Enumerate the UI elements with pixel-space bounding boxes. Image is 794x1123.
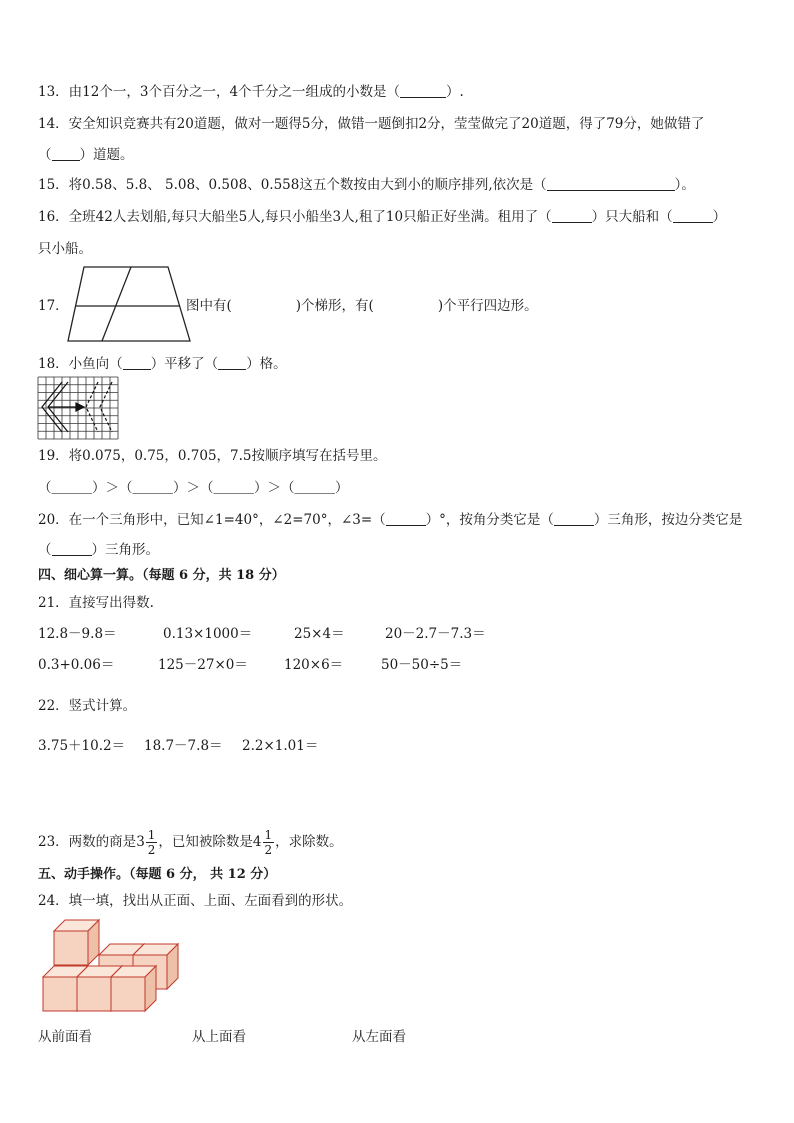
question-14-line2: （ ）道题。 <box>38 147 134 163</box>
fraction: $\frac{1}{2}$ <box>264 828 273 857</box>
fish-grid-figure <box>38 377 118 439</box>
question-19-order: （＿＿＿）＞（＿＿＿）＞（＿＿＿）＞（＿＿＿） <box>38 480 349 496</box>
calc-item: 0.13×1000＝ <box>163 626 253 642</box>
answer-blank[interactable] <box>547 177 675 191</box>
view-label-top: 从上面看 <box>192 1029 246 1045</box>
question-15: 15．将0.58、5.8、 5.08、0.508、0.558这五个数按由大到小的顺序排列,依次是（ ）。 <box>38 177 695 193</box>
question-18: 18．小鱼向（ ）平移了（ ）格。 <box>38 356 287 372</box>
calc-item: 20－2.7－7.3＝ <box>385 626 486 642</box>
calc-item: 2.2×1.01＝ <box>242 738 319 754</box>
calc-item: 0.3+0.06＝ <box>38 657 115 673</box>
answer-blank[interactable] <box>52 147 80 161</box>
trapezoid-figure <box>66 266 192 342</box>
calc-item: 50－50÷5＝ <box>381 657 463 673</box>
fish-shape <box>42 382 112 432</box>
calc-item: 25×4＝ <box>294 626 345 642</box>
question-19: 19．将0.075，0.75，0.705，7.5按顺序填写在括号里。 <box>38 448 387 464</box>
fraction: $\frac{1}{2}$ <box>147 828 156 857</box>
calc-item: 3.75＋10.2＝ <box>38 738 126 754</box>
answer-blank[interactable] <box>673 209 713 223</box>
question-17-text: 图中有( )个梯形，有( )个平行四边形。 <box>186 298 538 314</box>
cube-stack-figure <box>40 920 172 1014</box>
question-24-title: 24．填一填，找出从正面、上面、左面看到的形状。 <box>38 893 353 909</box>
cube-face <box>111 977 145 1011</box>
section-4-heading: 四、细心算一算。（每题 6 分，共 18 分） <box>38 568 285 583</box>
answer-blank[interactable] <box>386 512 426 526</box>
cube-face <box>77 977 111 1011</box>
calc-item: 18.7－7.8＝ <box>144 738 223 754</box>
calc-item: 120×6＝ <box>284 657 344 673</box>
question-20-line1: 20．在一个三角形中，已知∠1=40°，∠2=70°，∠3=（ ）°，按角分类它是（ ）三角形，按边分类它是 <box>38 512 743 528</box>
answer-blank[interactable] <box>400 84 446 98</box>
question-22-title: 22．竖式计算。 <box>38 698 137 714</box>
question-16-line2: 只小船。 <box>38 241 92 257</box>
calc-item: 12.8－9.8＝ <box>38 626 117 642</box>
question-20-line2: （ ）三角形。 <box>38 542 159 558</box>
question-14-line1: 14．安全知识竞赛共有20道题，做对一题得5分，做错一题倒扣2分，莹莹做完了20道题，得了79分，她做错了 <box>38 116 705 132</box>
view-label-front: 从前面看 <box>38 1029 92 1045</box>
answer-blank[interactable] <box>123 356 151 370</box>
question-17-number: 17． <box>38 298 69 314</box>
question-16-line1: 16．全班42人去划船,每只大船坐5人,每只小船坐3人,租了10只船正好坐满。租用了（ ）只大船和（ ） <box>38 209 727 225</box>
answer-blank[interactable] <box>554 512 594 526</box>
calc-item: 125－27×0＝ <box>158 657 248 673</box>
view-label-left: 从左面看 <box>352 1029 406 1045</box>
answer-blank[interactable] <box>218 356 246 370</box>
answer-blank[interactable] <box>552 209 592 223</box>
question-21-title: 21．直接写出得数. <box>38 595 154 611</box>
question-13: 13．由12个一，3个百分之一，4个千分之一组成的小数是（ ）. <box>38 84 464 100</box>
section-5-heading: 五、动手操作。（每题 6 分， 共 12 分） <box>38 867 277 882</box>
cube-face <box>54 931 88 965</box>
question-23: 23．两数的商是3 $\frac{1}{2}$ ，已知被除数是4 $\frac{1}{2}$ ，求除数。 <box>38 828 343 857</box>
cube-face <box>43 977 77 1011</box>
answer-blank[interactable] <box>52 542 92 556</box>
